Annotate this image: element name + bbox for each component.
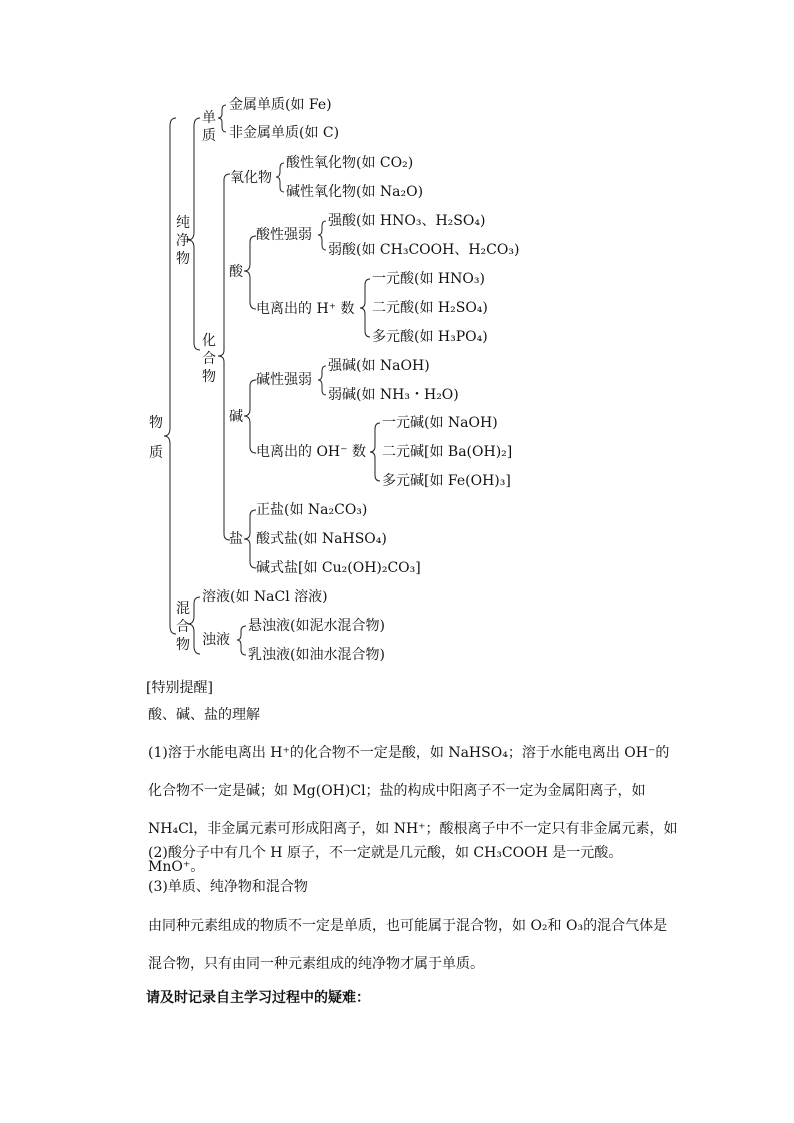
strong-base: 强碱(如 NaOH)	[328, 358, 430, 374]
mono-base: 一元碱(如 NaOH)	[382, 415, 498, 431]
base-oh-count: 电离出的 OH⁻ 数	[256, 444, 366, 460]
note-subheading: 酸、碱、盐的理解	[148, 707, 260, 723]
mono-acid: 一元酸(如 HNO₃)	[372, 271, 485, 287]
base-strength: 碱性强弱	[256, 372, 312, 388]
weak-base: 弱碱(如 NH₃・H₂O)	[328, 387, 459, 403]
emulsion: 乳浊液(如油水混合物)	[248, 647, 385, 663]
note-paragraph-3	[148, 877, 678, 897]
nonmetal-element: 非金属单质(如 C)	[229, 125, 340, 141]
solution: 溶液(如 NaCl 溶液)	[202, 589, 328, 605]
label-compound: 化 合 物	[202, 333, 216, 385]
turbid-liquid: 浊液	[202, 632, 230, 648]
di-acid: 二元酸(如 H₂SO₄)	[372, 300, 488, 316]
strong-acid: 强酸(如 HNO₃、H₂SO₄)	[328, 213, 486, 229]
acid: 酸	[229, 264, 243, 280]
label-element: 单 质	[202, 110, 216, 144]
oxide: 氧化物	[230, 170, 272, 186]
weak-acid: 弱酸(如 CH₃COOH、H₂CO₃)	[328, 242, 520, 258]
acid-h-count: 电离出的 H⁺ 数	[256, 301, 355, 317]
base: 碱	[229, 409, 243, 425]
label-pure-substance: 纯 净 物	[176, 215, 190, 267]
note-heading: [特别提醒]	[146, 680, 213, 696]
label-matter: 物 质	[149, 415, 163, 461]
normal-salt: 正盐(如 Na₂CO₃)	[256, 502, 368, 518]
poly-acid: 多元酸(如 H₃PO₄)	[372, 329, 488, 345]
note-paragraph-1	[148, 734, 678, 886]
salt: 盐	[229, 531, 243, 547]
study-note-prompt: 请及时记录自主学习过程中的疑难：	[146, 990, 370, 1006]
note-paragraph-1-text: (1)溶于水能电离出 H⁺的化合物不一定是酸，如 NaHSO₄；溶于水能电离出 OH⁻的化合物不一定是碱；如 Mg(OH)Cl；盐的构成中阳离子不一定为金属阳离子，如 NH₄Cl，非金属元素可形成阳离子，如 NH⁺；酸根离子中不一定只有非金属元素，如 MnO⁺。	[148, 745, 678, 875]
metal-element: 金属单质(如 Fe)	[229, 97, 332, 113]
basic-oxide: 碱性氧化物(如 Na₂O)	[286, 184, 424, 200]
note-paragraph-2-text: (2)酸分子中有几个 H 原子，不一定就是几元酸，如 CH₃COOH 是一元酸。	[148, 845, 623, 861]
acid-salt: 酸式盐(如 NaHSO₄)	[256, 531, 387, 547]
note-paragraph-2	[148, 843, 678, 863]
note-paragraph-4-text: 由同种元素组成的物质不一定是单质，也可能属于混合物，如 O₂和 O₃的混合气体是混合物，只有由同一种元素组成的纯净物才属于单质。	[148, 918, 668, 972]
poly-base: 多元碱[如 Fe(OH)₃]	[382, 473, 511, 489]
acidic-oxide: 酸性氧化物(如 CO₂)	[286, 155, 414, 171]
acid-strength: 酸性强弱	[256, 227, 312, 243]
note-paragraph-4	[148, 907, 678, 983]
basic-salt: 碱式盐[如 Cu₂(OH)₂CO₃]	[256, 560, 421, 576]
suspension: 悬浊液(如泥水混合物)	[248, 618, 385, 634]
label-mixture: 混 合 物	[176, 601, 190, 653]
note-paragraph-3-text: (3)单质、纯净物和混合物	[148, 879, 308, 895]
di-base: 二元碱[如 Ba(OH)₂]	[382, 444, 513, 460]
